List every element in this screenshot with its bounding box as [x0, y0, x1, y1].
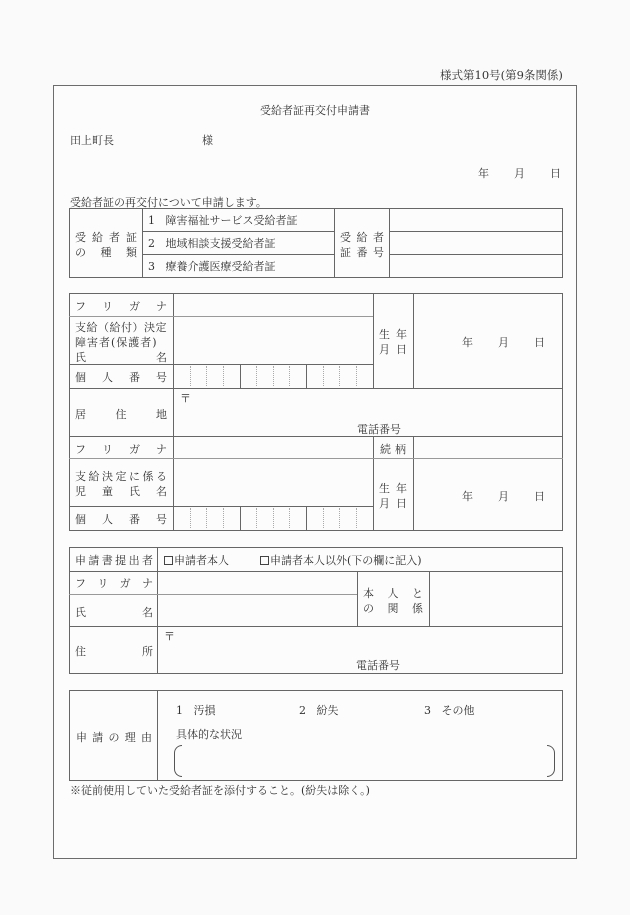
label-char: 者 — [109, 231, 120, 244]
label-char: 名 — [156, 485, 167, 498]
submitter-furigana-label — [75, 575, 153, 591]
label-char: 続 — [380, 443, 391, 456]
label-char: 由 — [141, 731, 152, 744]
honorific: 様 — [202, 134, 213, 147]
label-char: 出 — [128, 554, 140, 567]
recipient-personal-number-input[interactable] — [174, 365, 372, 388]
option-label: 地域相談支援受給者証 — [165, 237, 276, 250]
child-birth-month: 月 — [498, 490, 509, 503]
right-bracket-icon — [547, 745, 555, 777]
label-char: 号 — [156, 513, 167, 526]
label-char: 給 — [88, 470, 100, 483]
certificate-type-label-1 — [75, 229, 137, 245]
label-char: 日 — [396, 497, 407, 510]
label-char: 人 — [387, 587, 399, 600]
divider — [157, 690, 158, 781]
label-char: 氏 — [75, 606, 86, 619]
label-char: リ — [102, 443, 113, 456]
label-char: フ — [75, 300, 86, 313]
label-char: 類 — [126, 246, 137, 259]
label-char: 本 — [363, 587, 374, 600]
submitter-relation-label-1 — [363, 585, 423, 601]
submitter-address-label — [75, 643, 153, 659]
label-char: 番 — [129, 513, 140, 526]
option-number: 3 — [148, 260, 155, 273]
child-relation-label — [380, 441, 406, 457]
label-char: 申 — [76, 731, 87, 744]
label-char: 童 — [102, 485, 113, 498]
option-label: 申請者本人以外(下の欄に記入) — [270, 554, 422, 567]
certificate-number-label-1 — [340, 229, 384, 245]
label-char: 係 — [412, 602, 423, 615]
submitter-furigana-input[interactable] — [158, 572, 356, 594]
child-name-input[interactable] — [174, 459, 372, 506]
certificate-number-label-2 — [340, 244, 384, 260]
child-relation-input[interactable] — [414, 437, 562, 458]
label-char: 書 — [101, 554, 113, 567]
label-char: 決 — [102, 470, 113, 483]
label-char: 受 — [75, 231, 86, 244]
certificate-type-option-1[interactable] — [148, 212, 298, 228]
recipient-name-input[interactable] — [174, 317, 372, 364]
option-label: 汚損 — [193, 704, 216, 717]
label-char: 氏 — [75, 351, 86, 364]
recipient-phone-label: 電話番号 — [357, 423, 401, 436]
label-char: 請 — [92, 731, 104, 744]
postal-mark-icon: 〒 — [164, 630, 175, 643]
certificate-number-field-3[interactable] — [390, 255, 562, 277]
date-day: 日 — [550, 167, 561, 180]
label-char: 氏 — [129, 485, 140, 498]
label-char: る — [156, 470, 167, 483]
label-char: 住 — [75, 645, 86, 658]
recipient-name-label-3 — [75, 349, 167, 365]
option-label: その他 — [441, 704, 475, 717]
date-month: 月 — [514, 167, 525, 180]
label-char: 日 — [396, 343, 407, 356]
date-year: 年 — [478, 167, 489, 180]
label-char: 地 — [156, 408, 167, 421]
label-char: ナ — [156, 300, 167, 313]
submitter-relation-label-2 — [363, 600, 423, 616]
label-char: フ — [75, 577, 86, 590]
recipient-address-label — [75, 406, 167, 422]
divider — [142, 208, 143, 278]
divider — [334, 208, 335, 278]
child-personal-number-label — [75, 511, 167, 527]
child-furigana-label — [75, 441, 167, 457]
label-char: 給 — [92, 231, 103, 244]
submitter-address-input[interactable] — [176, 627, 562, 673]
addressee: 田上町長 — [70, 134, 114, 147]
option-label: 障害福祉サービス受給者証 — [165, 214, 298, 227]
label-char: ナ — [141, 577, 153, 590]
submitter-option-other[interactable] — [260, 552, 422, 568]
label-char: 号 — [373, 246, 384, 259]
label-char: 児 — [75, 485, 86, 498]
label-char: 人 — [102, 513, 113, 526]
certificate-number-field-2[interactable] — [390, 232, 562, 254]
label-char: 月 — [379, 497, 390, 510]
submitter-name-label — [75, 604, 153, 620]
label-char: ガ — [129, 300, 140, 313]
reason-option-3[interactable] — [424, 702, 475, 718]
recipient-name-label-2: 障害者(保護者) — [75, 336, 158, 349]
recipient-birth-month: 月 — [498, 336, 509, 349]
label-char: 者 — [373, 231, 384, 244]
certificate-type-option-3[interactable] — [148, 258, 276, 274]
label-char: ナ — [156, 443, 167, 456]
label-char: 係 — [142, 470, 154, 483]
recipient-birth-label-1 — [379, 326, 407, 342]
page-title: 受給者証再交付申請書 — [260, 104, 370, 117]
submitter-name-input[interactable] — [158, 595, 356, 626]
checkbox-other[interactable] — [260, 556, 269, 565]
label-char: の — [75, 246, 86, 259]
label-char: と — [412, 587, 423, 600]
label-char: 者 — [141, 554, 153, 567]
left-bracket-icon — [174, 745, 182, 777]
child-name-label-1 — [75, 468, 167, 484]
child-furigana-input[interactable] — [174, 437, 372, 458]
label-char: の — [108, 731, 120, 744]
form-number: 様式第10号(第9条関係) — [440, 68, 563, 82]
child-name-label-2 — [75, 483, 167, 499]
label-char: 番 — [356, 246, 368, 259]
label-char: 請 — [88, 554, 100, 567]
reason-details-label: 具体的な状況 — [176, 728, 242, 741]
option-number: 1 — [176, 704, 183, 717]
option-number: 2 — [148, 237, 155, 250]
reason-label — [76, 729, 152, 745]
label-char: リ — [97, 577, 109, 590]
label-char: 支 — [75, 470, 86, 483]
label-char: 生 — [379, 328, 390, 341]
label-char: 給 — [356, 231, 368, 244]
label-char: 住 — [115, 408, 127, 421]
label-char: 号 — [156, 371, 167, 384]
recipient-birth-year: 年 — [462, 336, 473, 349]
divider — [373, 293, 374, 388]
reason-option-1[interactable] — [176, 702, 216, 718]
option-label: 療養介護医療受給者証 — [165, 260, 276, 273]
child-birth-label-2 — [379, 495, 407, 511]
label-char: 種 — [100, 246, 112, 259]
option-number: 3 — [424, 704, 431, 717]
label-char: 個 — [75, 513, 86, 526]
reason-details-input[interactable] — [184, 745, 544, 777]
label-char: 人 — [102, 371, 113, 384]
label-char: フ — [75, 443, 86, 456]
label-char: 名 — [156, 351, 167, 364]
certificate-type-label-2 — [75, 244, 137, 260]
option-number: 2 — [299, 704, 306, 717]
postal-mark-icon: 〒 — [180, 392, 191, 405]
checkbox-self[interactable] — [164, 556, 173, 565]
label-char: 証 — [126, 231, 137, 244]
recipient-address-input[interactable] — [192, 389, 562, 436]
label-char: 証 — [340, 246, 351, 259]
child-birth-label-1 — [379, 480, 407, 496]
recipient-furigana-input[interactable] — [174, 294, 372, 316]
label-char: ガ — [119, 577, 131, 590]
label-char: 提 — [115, 554, 127, 567]
label-char: ガ — [129, 443, 140, 456]
recipient-personal-number-label — [75, 369, 167, 385]
recipient-birth-day: 日 — [534, 336, 545, 349]
label-char: 年 — [396, 482, 407, 495]
submitter-phone-label: 電話番号 — [356, 659, 400, 672]
recipient-birth-date-input[interactable] — [414, 294, 562, 388]
label-char: 名 — [142, 606, 153, 619]
footnote: ※従前使用していた受給者証を添付すること。(紛失は除く。) — [70, 784, 370, 797]
recipient-furigana-label — [75, 298, 167, 314]
submitter-option-self[interactable] — [164, 552, 229, 568]
option-label: 申請者本人 — [174, 554, 229, 567]
divider — [142, 254, 334, 255]
option-number: 1 — [148, 214, 155, 227]
label-char: 関 — [387, 602, 399, 615]
label-char: 月 — [379, 343, 390, 356]
certificate-number-field-1[interactable] — [390, 209, 562, 231]
label-char: 番 — [129, 371, 140, 384]
divider — [357, 571, 358, 626]
child-birth-day: 日 — [534, 490, 545, 503]
child-personal-number-input[interactable] — [174, 507, 372, 530]
label-char: リ — [102, 300, 113, 313]
label-char: 受 — [340, 231, 351, 244]
label-char: 柄 — [395, 443, 406, 456]
reason-option-2[interactable] — [299, 702, 339, 718]
label-char: に — [129, 470, 140, 483]
recipient-birth-label-2 — [379, 341, 407, 357]
label-char: 申 — [75, 554, 86, 567]
intro-text: 受給者証の再交付について申請します。 — [70, 196, 267, 209]
label-char: 定 — [115, 470, 127, 483]
submitter-label — [75, 552, 153, 568]
label-char: 個 — [75, 371, 86, 384]
recipient-name-label-1: 支給（給付）決定 — [75, 321, 167, 334]
divider — [142, 231, 334, 232]
child-birth-date-input[interactable] — [414, 459, 562, 530]
option-label: 紛失 — [316, 704, 339, 717]
label-char: 所 — [142, 645, 153, 658]
label-char: 生 — [379, 482, 390, 495]
certificate-type-option-2[interactable] — [148, 235, 276, 251]
label-char: 年 — [396, 328, 407, 341]
submitter-relation-input[interactable] — [430, 572, 562, 626]
child-birth-year: 年 — [462, 490, 473, 503]
label-char: の — [363, 602, 374, 615]
divider — [373, 436, 374, 531]
label-char: 理 — [124, 731, 136, 744]
label-char: 居 — [75, 408, 86, 421]
